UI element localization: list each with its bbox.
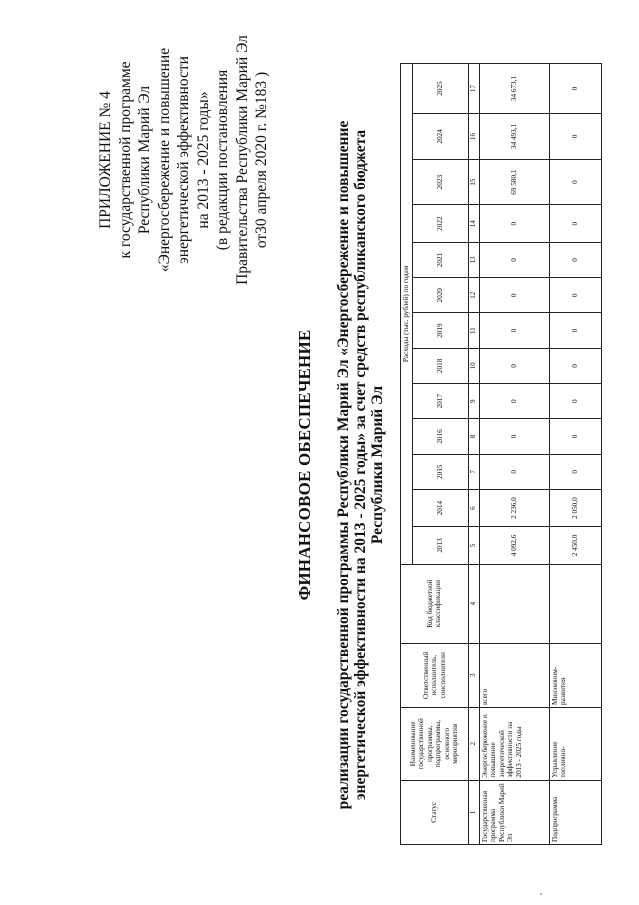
cell-executor: Минэконом-развития [549,643,601,707]
cell-value: 0 [549,242,601,277]
cell-status: Государственная программа Республики Марий Эл [479,780,549,844]
appendix-line: (в редакции постановления [214,69,231,251]
cell-value: 0 [479,242,549,277]
year-header: 2018 [412,348,468,383]
cell-value: 0 [479,348,549,383]
appendix-line: к государственной программе [116,61,134,259]
year-header: 2013 [412,527,468,564]
index-cell: 12 [468,278,479,313]
index-cell: 7 [468,454,479,489]
index-cell: 6 [468,489,479,526]
year-header: 2020 [412,278,468,313]
year-header: 2021 [412,242,468,277]
cell-value: 34 673,1 [479,64,549,114]
cell-value: 4 092,6 [479,527,549,564]
year-header: 2019 [412,313,468,348]
cell-value: 0 [479,278,549,313]
year-header: 2022 [412,205,468,242]
cell-value: 0 [549,313,601,348]
appendix-line: от30 апреля 2020 г. №183 ) [253,71,270,249]
cell-code [479,564,549,643]
cell-executor: всего [479,643,549,707]
index-cell: 17 [468,64,479,114]
cell-value: 0 [479,454,549,489]
appendix-line: на 2013 - 2025 годы» [194,91,212,229]
cell-value: 0 [549,205,601,242]
cell-value: 0 [479,205,549,242]
index-cell: 4 [468,564,479,643]
cell-value: 69 580,1 [479,159,549,205]
index-cell: 1 [468,780,479,844]
year-header: 2016 [412,419,468,454]
year-header: 2014 [412,489,468,526]
cell-value: 0 [549,114,601,160]
cell-value: 0 [549,64,601,114]
subtitle-line: реализации государственной программы Республики Марий Эл «Энергосбережение и повышение [335,120,352,810]
year-header: 2017 [412,384,468,419]
year-header: 2024 [412,114,468,160]
year-header: 2025 [412,64,468,114]
appendix-line: энергетической эффективности [175,56,192,264]
appendix-line: Республики Марий Эл [136,85,153,235]
index-cell: 11 [468,313,479,348]
header-executor: Ответственный исполнитель, соисполнители [401,643,469,707]
index-row [468,64,479,845]
cell-name: Энергосбережение и повышение энергетической эффективности на 2013 - 2025 годы [479,707,549,780]
cell-value: 0 [479,384,549,419]
cell-code [549,564,601,643]
cell-value: 0 [549,348,601,383]
header-code: Код бюджетной классификации [401,564,469,643]
header-expenses: Расходы (тыс. рублей) по годам [401,64,413,565]
subtitle-line: Республики Марий Эл [369,385,386,545]
appendix-line: Правительства Республики Марий Эл [233,35,251,285]
appendix-line: ПРИЛОЖЕНИЕ № 4 [97,91,114,229]
document-titles [295,105,386,825]
appendix-block [96,0,272,330]
index-cell: 14 [468,205,479,242]
index-cell: 16 [468,114,479,160]
index-cell: 2 [468,707,479,780]
cell-value: 2 236,0 [479,489,549,526]
table-row [549,64,601,845]
cell-value: 34 493,1 [479,114,549,160]
table-row [479,64,549,845]
header-status: Статус [401,780,469,844]
scan-speck [540,893,542,895]
index-cell: 8 [468,419,479,454]
index-cell: 10 [468,348,479,383]
cell-value: 0 [479,313,549,348]
cell-value: 0 [549,419,601,454]
cell-value: 0 [549,278,601,313]
appendix-line: «Энергосбережение и повышение [155,47,173,273]
year-header: 2015 [412,454,468,489]
cell-value: 0 [549,454,601,489]
header-row [401,64,413,845]
index-cell: 15 [468,159,479,205]
page-title: ФИНАНСОВОЕ ОБЕСПЕЧЕНИЕ [295,329,314,601]
index-cell: 3 [468,643,479,707]
cell-value: 0 [479,419,549,454]
header-name: Наименование государственной программы, подпрограммы, основного мероприятия [401,707,469,780]
cell-value: 2 450,0 [549,527,601,564]
index-cell: 13 [468,242,479,277]
index-cell: 5 [468,527,479,564]
cell-status: Подпрограмма [549,780,601,844]
cell-name: Управление топливно- [549,707,601,780]
financing-table [400,63,602,845]
cell-value: 0 [549,384,601,419]
cell-value: 2 050,0 [549,489,601,526]
subtitle-line: энергетической эффективности на 2013 - 2025 годы» за счет средств республиканского бюджета [352,129,369,801]
index-cell: 9 [468,384,479,419]
year-header: 2023 [412,159,468,205]
cell-value: 0 [549,159,601,205]
